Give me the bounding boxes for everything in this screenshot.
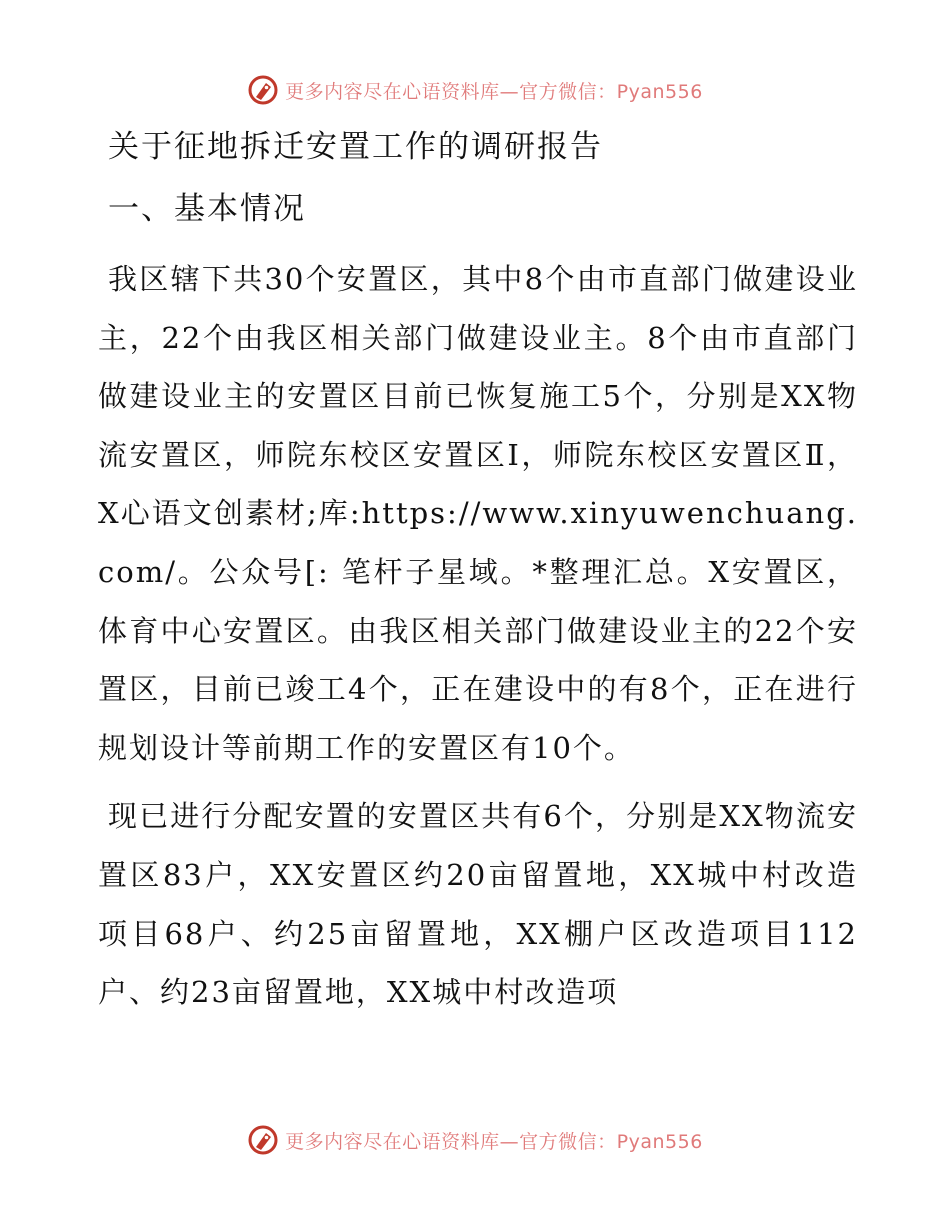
paragraph: 现已进行分配安置的安置区共有6个，分别是XX物流安置区83户，XX安置区约20亩留置地，XX城中村改造项目68户、约25亩留置地，XX棚户区改造项目112户、约23亩留置地，XX城中村改造项 <box>98 799 858 1010</box>
paragraph: 我区辖下共30个安置区，其中8个由市直部门做建设业主，22个由我区相关部门做建设业主。8个由市直部门做建设业主的安置区目前已恢复施工5个，分别是XX物流安置区，师院东校区安置区Ⅰ，师院东校区安置区Ⅱ，X心语文创素材;库:https://www.xinyuwenchuang.com/。公众号[: 笔杆子星域。*整理汇总。X安置区，体育中心安置区。由我区相关部门做建设业主的22个安置区，目前已竣工4个，正在建设中的有8个，正在进行规划设计等前期工作的安置区有10个。 <box>98 262 858 765</box>
pen-nib-logo-icon <box>247 74 279 106</box>
section-heading: 一、基本情况 <box>108 191 306 227</box>
watermark-footer <box>0 1120 950 1160</box>
watermark-header <box>0 70 950 110</box>
watermark-text: 更多内容尽在心语资料库—官方微信：Pyan556 <box>285 80 703 103</box>
document-body <box>98 122 858 1032</box>
pen-nib-logo-icon <box>247 1124 279 1156</box>
document-title: 关于征地拆迁安置工作的调研报告 <box>108 129 603 165</box>
watermark-text: 更多内容尽在心语资料库—官方微信：Pyan556 <box>285 1130 703 1153</box>
